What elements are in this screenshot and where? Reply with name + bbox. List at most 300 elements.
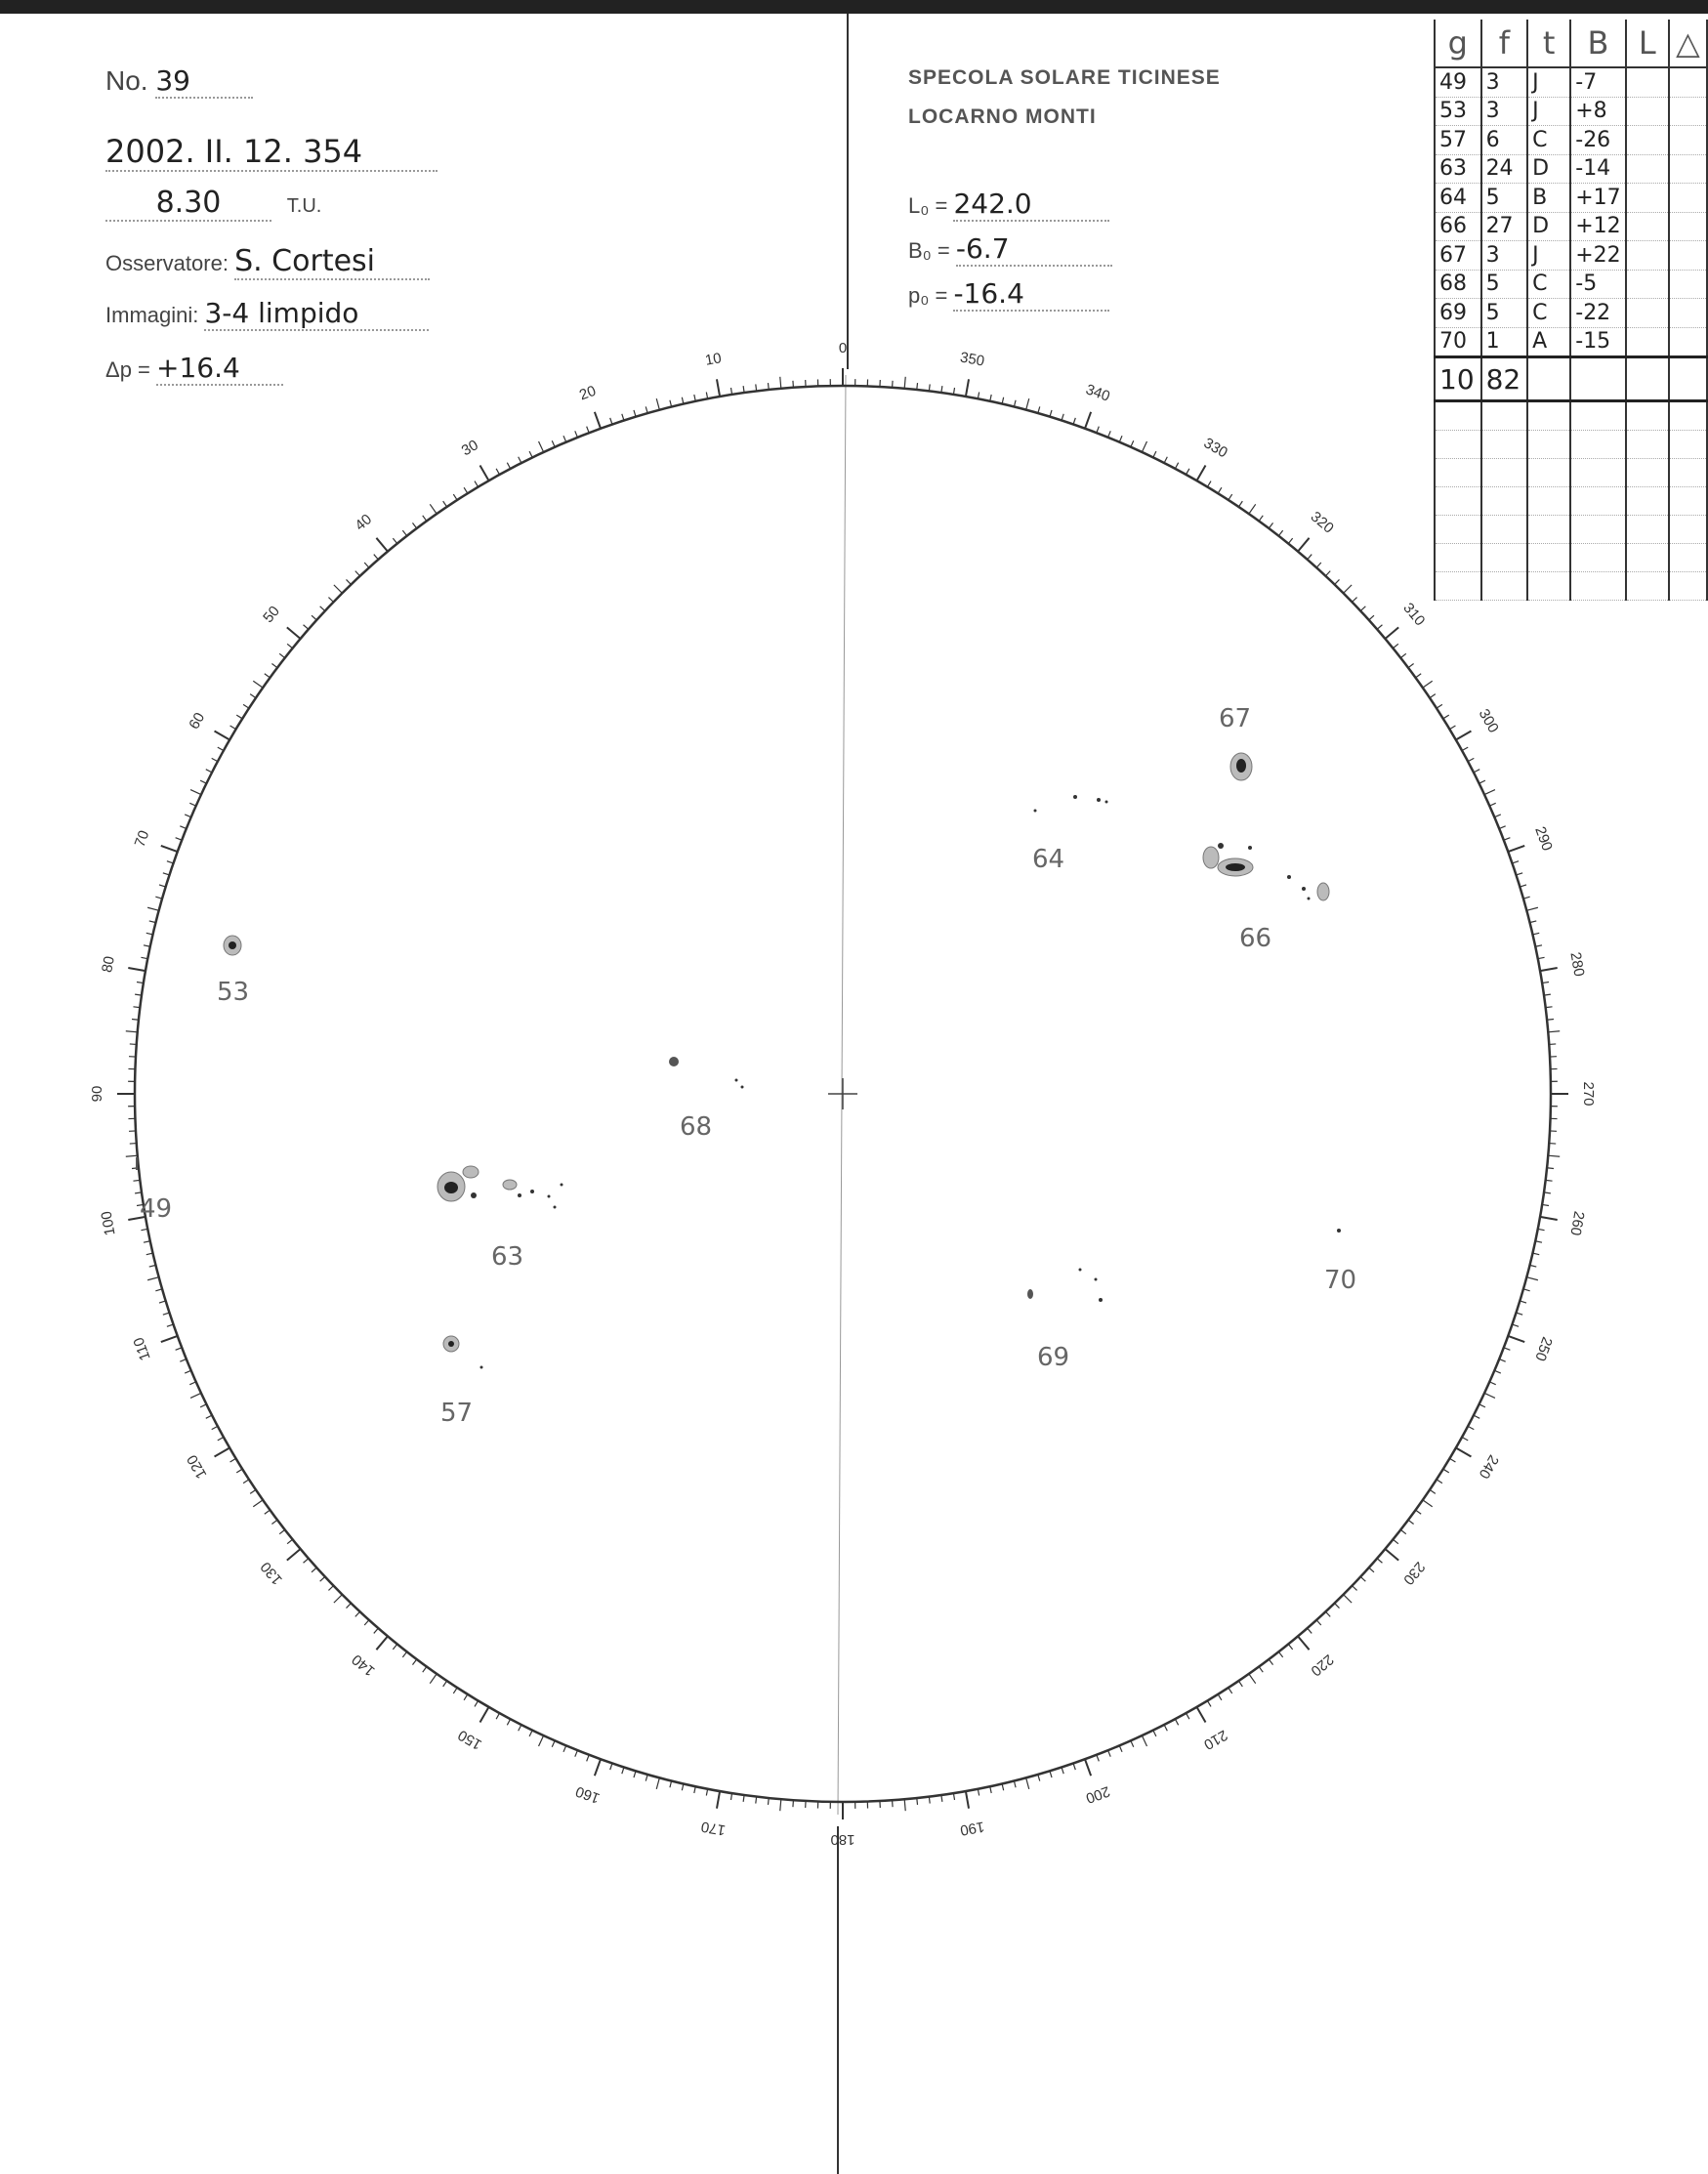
- sunspot-umbra: [1236, 759, 1246, 773]
- dial-tick: [1353, 1586, 1357, 1591]
- dial-tick: [475, 481, 479, 487]
- dial-tick: [144, 1241, 150, 1242]
- dial-tick: [1073, 1764, 1075, 1771]
- dial-tick: [929, 384, 930, 391]
- dial-tick: [334, 1595, 342, 1603]
- dial-tick: [189, 1382, 195, 1385]
- dial-tick: [147, 1277, 159, 1280]
- dial-tick: [185, 1370, 190, 1373]
- total-spots: 82: [1481, 357, 1528, 401]
- dial-tick: [347, 579, 352, 584]
- delta-p-label: Δp =: [105, 357, 150, 382]
- dial-tick: [355, 571, 360, 576]
- dial-label: 280: [1566, 950, 1588, 979]
- cell-latitude: +12: [1570, 212, 1625, 241]
- dial-tick: [1468, 758, 1474, 761]
- sunspot: [1073, 795, 1077, 799]
- cell-latitude: -14: [1570, 154, 1625, 184]
- dial-tick: [656, 398, 659, 410]
- dial-tick: [320, 606, 325, 611]
- dial-tick: [1050, 410, 1052, 417]
- dial-tick: [243, 1480, 249, 1484]
- dial-tick: [1468, 1426, 1474, 1429]
- dial-tick: [1532, 933, 1539, 935]
- l0-value: 242.0: [953, 188, 1109, 222]
- group-label-70: 70: [1324, 1266, 1357, 1295]
- dial-tick: [519, 1725, 521, 1731]
- dial-tick: [1430, 694, 1436, 698]
- station-location: LOCARNO MONTI: [908, 105, 1097, 128]
- dial-tick: [1479, 780, 1485, 783]
- dial-tick: [312, 1568, 316, 1572]
- dial-tick: [161, 1336, 178, 1342]
- dial-tick: [1416, 674, 1422, 678]
- dial-tick: [133, 1180, 140, 1181]
- dial-tick: [128, 968, 146, 971]
- dial-label: 210: [1200, 1726, 1230, 1753]
- sunspot-umbra: [448, 1341, 454, 1347]
- dial-tick: [595, 1759, 601, 1776]
- dial-tick: [1520, 1301, 1526, 1303]
- dial-tick: [990, 1786, 991, 1793]
- dial-tick: [1423, 1500, 1433, 1507]
- dial-tick: [1085, 1759, 1091, 1776]
- dial-tick: [253, 1500, 263, 1507]
- dial-tick: [1298, 538, 1310, 552]
- dial-tick: [430, 504, 437, 514]
- dial-label: 160: [573, 1782, 603, 1807]
- dial-label: 50: [260, 603, 283, 627]
- dial-tick: [1062, 1768, 1063, 1775]
- dial-tick: [1535, 945, 1542, 946]
- dial-tick: [1529, 921, 1536, 923]
- dial-label: 130: [257, 1558, 286, 1588]
- dial-tick: [1474, 1415, 1479, 1418]
- dial-tick: [1508, 1336, 1524, 1342]
- dial-tick: [1097, 427, 1100, 434]
- dial-tick: [1288, 1644, 1292, 1649]
- sunspot: [480, 1366, 483, 1369]
- sunspot: [561, 1184, 563, 1187]
- cell-group: 69: [1435, 299, 1481, 328]
- dial-tick: [1385, 627, 1398, 639]
- dial-tick: [496, 469, 499, 475]
- dial-tick: [1175, 1719, 1178, 1725]
- dial-tick: [149, 1265, 156, 1267]
- dial-label: 140: [349, 1651, 379, 1680]
- dial-tick: [929, 1797, 930, 1804]
- dial-label: 250: [1531, 1334, 1556, 1363]
- dial-tick: [575, 1750, 578, 1756]
- dial-label: 330: [1200, 435, 1230, 462]
- dial-tick: [682, 1783, 684, 1790]
- dial-label: 230: [1399, 1558, 1429, 1588]
- dial-tick: [1504, 1348, 1511, 1351]
- dial-tick: [917, 383, 918, 390]
- b0-value: -6.7: [956, 232, 1112, 267]
- sunspot: [1095, 1278, 1098, 1281]
- dial-tick: [1002, 1783, 1004, 1790]
- dial-tick: [670, 1780, 672, 1787]
- dial-tick: [212, 758, 218, 761]
- dial-tick: [215, 1448, 230, 1457]
- dial-tick: [126, 1155, 138, 1156]
- dial-tick: [1229, 494, 1232, 500]
- dial-tick: [1259, 1667, 1263, 1673]
- dial-tick: [1489, 803, 1495, 806]
- dial-tick: [1131, 440, 1134, 446]
- cell-group: 57: [1435, 126, 1481, 155]
- dial-tick: [412, 523, 416, 528]
- dial-label: 340: [1083, 381, 1112, 405]
- dial-tick: [1298, 1636, 1310, 1650]
- dial-tick: [189, 803, 195, 806]
- dial-tick: [1164, 457, 1167, 463]
- dial-tick: [402, 1651, 406, 1657]
- dial-tick: [1073, 418, 1075, 425]
- dial-tick: [271, 663, 277, 667]
- cell-type: C: [1527, 270, 1570, 299]
- dial-tick: [287, 1549, 301, 1561]
- dial-tick: [1462, 1437, 1468, 1440]
- central-meridian-line: [838, 375, 846, 1815]
- dial-tick: [304, 1559, 309, 1564]
- dial-tick: [167, 861, 174, 863]
- cell-group: 64: [1435, 184, 1481, 213]
- sunspot: [530, 1190, 534, 1193]
- dial-tick: [374, 555, 379, 560]
- dial-tick: [374, 1628, 379, 1633]
- dial-tick: [1529, 1265, 1536, 1267]
- group-label-57: 57: [440, 1399, 474, 1428]
- dial-tick: [265, 674, 271, 678]
- dial-tick: [1423, 681, 1433, 688]
- dial-tick: [1449, 1458, 1455, 1462]
- dial-label: 270: [1580, 1081, 1598, 1107]
- dial-tick: [539, 1735, 544, 1746]
- dial-tick: [320, 1576, 325, 1581]
- dial-tick: [1547, 1168, 1554, 1169]
- dial-tick: [1197, 1707, 1206, 1723]
- dial-tick: [271, 1520, 277, 1524]
- cell-type: J: [1527, 241, 1570, 271]
- dial-tick: [149, 921, 156, 923]
- dial-tick: [176, 1348, 183, 1351]
- dial-tick: [1360, 1576, 1365, 1581]
- dial-tick: [1489, 1382, 1495, 1385]
- cell-group: 49: [1435, 67, 1481, 97]
- dial-label: 120: [184, 1451, 211, 1482]
- dial-label: 20: [577, 382, 599, 404]
- number-value: 39: [155, 64, 253, 99]
- cell-spots: 5: [1481, 184, 1528, 213]
- dial-tick: [1119, 1745, 1122, 1751]
- dial-tick: [1540, 1217, 1558, 1220]
- time-unit: T.U.: [286, 195, 322, 217]
- dial-tick: [563, 1745, 566, 1751]
- dial-label: 10: [703, 350, 724, 369]
- dial-tick: [622, 1768, 624, 1775]
- dial-tick: [215, 732, 230, 740]
- dial-tick: [1508, 846, 1524, 852]
- dial-tick: [453, 1688, 457, 1693]
- dial-label: 80: [99, 954, 118, 975]
- dial-tick: [393, 1644, 396, 1649]
- dial-label: 310: [1399, 600, 1429, 630]
- header-f: f: [1481, 20, 1528, 67]
- dial-tick: [1540, 968, 1558, 971]
- dial-tick: [610, 418, 612, 425]
- dial-tick: [529, 1731, 532, 1736]
- dial-tick: [1494, 815, 1500, 817]
- dial-tick: [1259, 516, 1263, 522]
- dial-tick: [656, 1777, 659, 1789]
- header-b: B: [1570, 20, 1625, 67]
- dial-tick: [694, 1786, 695, 1793]
- dial-tick: [200, 1404, 206, 1407]
- dial-tick: [1288, 538, 1292, 543]
- dial-tick: [990, 395, 991, 401]
- dial-tick: [1526, 907, 1538, 910]
- sunspot-umbra: [229, 941, 236, 949]
- sunspot: [1034, 810, 1037, 813]
- sunspot: [1105, 801, 1108, 804]
- dial-tick: [163, 873, 170, 875]
- cell-spots: 3: [1481, 241, 1528, 271]
- sunspot: [1248, 846, 1252, 850]
- dial-tick: [1335, 579, 1340, 584]
- dial-tick: [1308, 1628, 1312, 1633]
- header-g: g: [1435, 20, 1481, 67]
- dial-tick: [328, 1586, 333, 1591]
- total-group: 10: [1435, 357, 1481, 401]
- dial-label: 290: [1531, 824, 1556, 854]
- dial-tick: [1532, 1253, 1539, 1255]
- dial-tick: [1548, 1031, 1560, 1032]
- dial-tick: [200, 780, 206, 783]
- dial-tick: [133, 1007, 140, 1008]
- dial-label: 60: [186, 709, 209, 732]
- dial-tick: [1484, 790, 1495, 795]
- sunspot: [1287, 875, 1291, 879]
- dial-tick: [265, 1510, 271, 1514]
- dial-tick: [552, 1740, 555, 1746]
- dial-tick: [1377, 1559, 1382, 1564]
- dial-tick: [1153, 451, 1156, 457]
- dial-tick: [412, 1659, 416, 1665]
- group-label-63: 63: [491, 1242, 524, 1272]
- dial-tick: [563, 436, 566, 441]
- dial-label: 180: [830, 1831, 855, 1849]
- dial-tick: [1456, 732, 1472, 740]
- dial-tick: [364, 563, 369, 567]
- dial-tick: [1131, 1740, 1134, 1746]
- dial-tick: [480, 1707, 489, 1723]
- dial-tick: [167, 1324, 174, 1326]
- dial-tick: [1325, 571, 1330, 576]
- dial-tick: [1269, 1659, 1272, 1665]
- dial-tick: [634, 1771, 636, 1777]
- cell-group: 68: [1435, 270, 1481, 299]
- dial-tick: [1108, 431, 1111, 437]
- cell-group: 70: [1435, 327, 1481, 357]
- dial-tick: [1408, 1520, 1414, 1524]
- group-64-spots: [1034, 795, 1108, 813]
- dial-tick: [1344, 585, 1352, 593]
- dial-tick: [1369, 1568, 1374, 1572]
- cell-group: 66: [1435, 212, 1481, 241]
- dial-tick: [443, 1681, 447, 1687]
- dial-tick: [507, 1719, 510, 1725]
- cell-latitude: +17: [1570, 184, 1625, 213]
- dial-tick: [147, 907, 159, 910]
- group-53-spots: [224, 936, 241, 955]
- header-l: L: [1626, 20, 1669, 67]
- dial-tick: [1462, 747, 1468, 750]
- group-70-spots: [1337, 1229, 1341, 1233]
- group-label-66: 66: [1239, 924, 1272, 953]
- cell-group: 53: [1435, 97, 1481, 126]
- dial-tick: [496, 1713, 499, 1719]
- dial-tick: [1456, 1448, 1472, 1457]
- dial-tick: [253, 681, 263, 688]
- dial-tick: [146, 1253, 153, 1255]
- dial-tick: [236, 715, 242, 719]
- dial-tick: [1175, 463, 1178, 469]
- dial-tick: [1197, 466, 1206, 481]
- dial-tick: [1443, 1469, 1449, 1473]
- cell-latitude: -22: [1570, 299, 1625, 328]
- sunspot: [1218, 843, 1224, 849]
- dial-tick: [1108, 1750, 1111, 1756]
- group-66-spots: [1203, 843, 1329, 900]
- dial-tick: [1499, 826, 1505, 829]
- dial-tick: [1416, 1510, 1422, 1514]
- dial-label: 150: [455, 1726, 485, 1753]
- cell-latitude: +8: [1570, 97, 1625, 126]
- dial-tick: [347, 1604, 352, 1609]
- dial-tick: [1517, 873, 1523, 875]
- dial-tick: [126, 1031, 138, 1032]
- cell-spots: 5: [1481, 299, 1528, 328]
- dial-tick: [1517, 1313, 1523, 1315]
- dial-label: 90: [88, 1085, 105, 1103]
- dial-tick: [1026, 398, 1029, 410]
- dial-tick: [1142, 1735, 1146, 1746]
- cell-type: B: [1527, 184, 1570, 213]
- dial-tick: [475, 1700, 479, 1706]
- dial-tick: [364, 1620, 369, 1625]
- observation-date: 2002. II. 12. 354: [105, 133, 437, 172]
- dial-tick: [595, 412, 601, 429]
- dial-tick: [610, 1764, 612, 1771]
- dial-tick: [1238, 1681, 1242, 1687]
- dial-tick: [1153, 1731, 1156, 1736]
- dial-tick: [1207, 1700, 1211, 1706]
- p0-value: -16.4: [953, 277, 1109, 312]
- time-value: 8.30: [105, 186, 271, 222]
- cell-spots: 3: [1481, 97, 1528, 126]
- dial-label: 260: [1566, 1209, 1588, 1237]
- dial-tick: [1504, 838, 1511, 841]
- dial-tick: [464, 487, 468, 493]
- dial-tick: [1186, 1713, 1188, 1719]
- cell-group: 67: [1435, 241, 1481, 271]
- dial-tick: [236, 1469, 242, 1473]
- dial-tick: [218, 1437, 224, 1440]
- dial-tick: [180, 826, 186, 829]
- dial-tick: [694, 395, 695, 401]
- dial-tick: [334, 585, 342, 593]
- dial-tick: [1393, 1539, 1397, 1543]
- dial-tick: [682, 397, 684, 404]
- dial-tick: [287, 627, 301, 639]
- dial-tick: [966, 379, 969, 397]
- observer-name: S. Cortesi: [234, 244, 430, 280]
- cell-latitude: -7: [1570, 67, 1625, 97]
- dial-tick: [376, 538, 388, 552]
- cell-spots: 27: [1481, 212, 1528, 241]
- dial-tick: [917, 1798, 918, 1805]
- dial-tick: [1229, 1688, 1232, 1693]
- sunspot-umbra: [1226, 863, 1245, 871]
- sunspot: [1099, 1298, 1103, 1302]
- dial-tick: [1546, 1007, 1553, 1008]
- observer-label: Osservatore:: [105, 251, 229, 275]
- dial-tick: [1335, 1604, 1340, 1609]
- dial-tick: [423, 1667, 427, 1673]
- cell-spots: 3: [1481, 67, 1528, 97]
- dial-tick: [1520, 885, 1526, 887]
- cell-type: J: [1527, 97, 1570, 126]
- header-delta: △: [1669, 20, 1707, 67]
- dial-tick: [161, 846, 178, 852]
- dial-tick: [1449, 726, 1455, 730]
- cell-latitude: -26: [1570, 126, 1625, 155]
- dial-tick: [206, 770, 212, 773]
- sunspot: [1079, 1269, 1082, 1272]
- dial-tick: [634, 410, 636, 417]
- group-label-69: 69: [1037, 1343, 1070, 1372]
- dial-tick: [1097, 1755, 1100, 1762]
- dial-tick: [180, 1359, 186, 1362]
- dial-tick: [1119, 436, 1122, 441]
- dial-tick: [287, 644, 292, 648]
- dial-tick: [212, 1426, 218, 1429]
- dial-tick: [1369, 615, 1374, 620]
- dial-tick: [1430, 1489, 1436, 1493]
- dial-tick: [1238, 501, 1242, 507]
- sunspot: [503, 1180, 517, 1190]
- cell-latitude: -15: [1570, 327, 1625, 357]
- dial-tick: [190, 790, 201, 795]
- group-68-spots: [669, 1057, 744, 1089]
- dial-label: 170: [699, 1818, 728, 1839]
- group-57-spots: [443, 1336, 483, 1369]
- group-69-spots: [1027, 1269, 1103, 1303]
- dial-tick: [1014, 1780, 1016, 1787]
- dial-label: 110: [130, 1334, 154, 1363]
- dial-tick: [1499, 1359, 1505, 1362]
- dial-tick: [780, 1799, 781, 1811]
- dial-tick: [1526, 1277, 1538, 1280]
- dial-tick: [355, 1611, 360, 1616]
- dial-tick: [402, 530, 406, 536]
- group-63-spots: [437, 1166, 563, 1209]
- dial-tick: [159, 885, 166, 887]
- dial-tick: [1207, 481, 1211, 487]
- dial-tick: [312, 615, 316, 620]
